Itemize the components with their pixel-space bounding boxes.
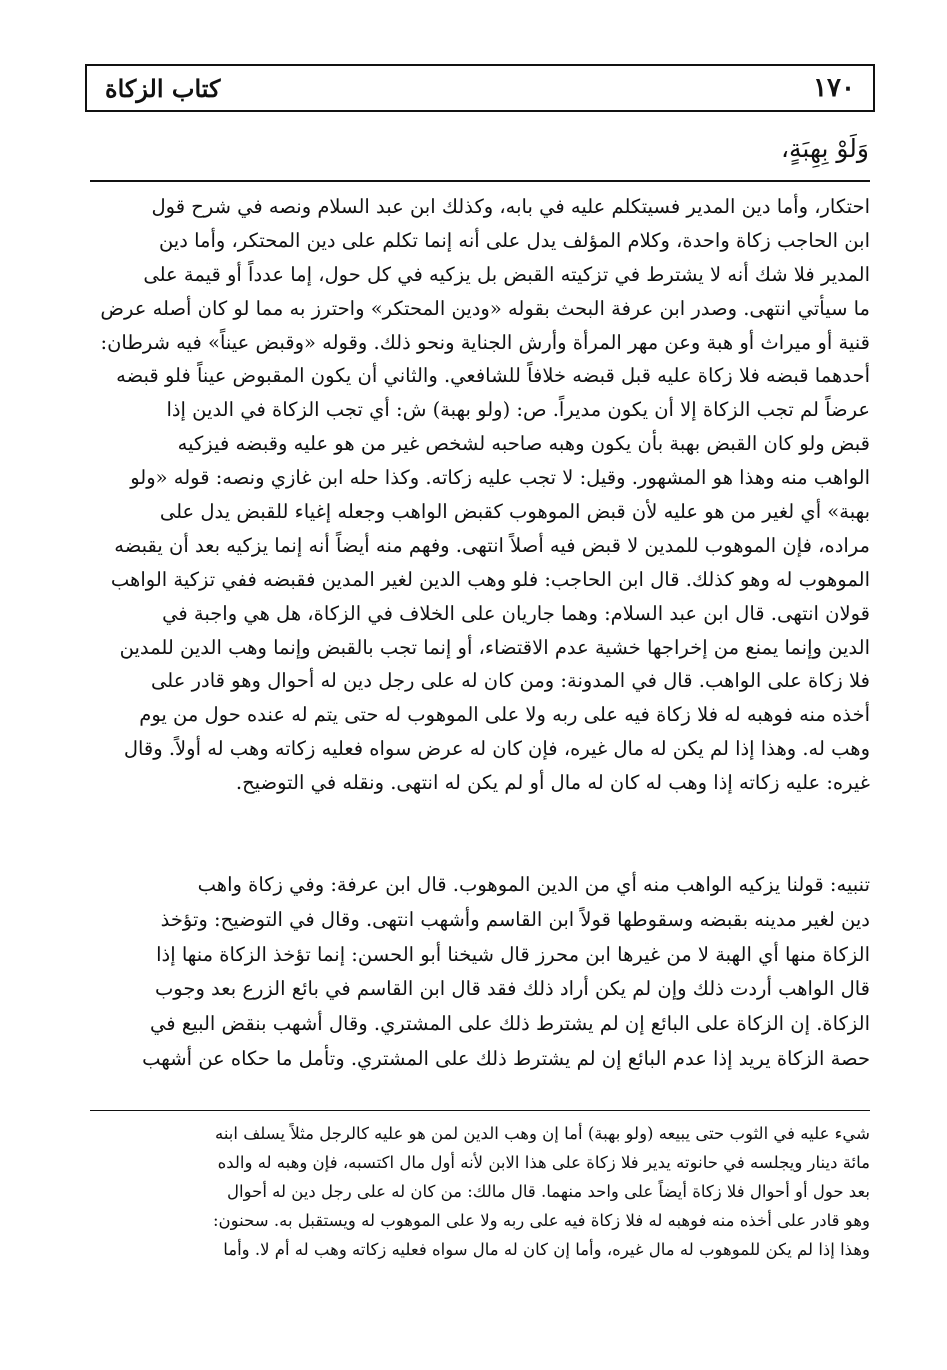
running-header [85,64,875,112]
footnote-block [92,1119,870,1264]
commentary-line: الدين وإنما يمنع من إخراجها خشية عدم الاقتضاء، أو إنما تجب بالقبض وإنما وهب الدين للمدين [119,635,870,659]
commentary-line: ابن الحاجب زكاة واحدة، وكلام المؤلف يدل على أنه إنما تكلم على دين المحتكر، وأما دين [158,228,870,252]
footnote-divider [90,1110,870,1111]
commentary-line: قولان انتهى. قال ابن عبد السلام: وهما جاريان على الخلاف في الزكاة، هل هي واجبة في [162,601,870,625]
tanbih-line: الزكاة منها أي الهبة لا من غيرها ابن محرز قال شيخنا أبو الحسن: إنما تؤخذ الزكاة منها إذا [156,942,870,966]
tanbih-line: الزكاة. إن الزكاة على البائع إن لم يشترط ذلك على المشتري. وقال أشهب بنقض البيع في [150,1012,870,1036]
matn-text: وَلَوْ بِهِبَةٍ، [780,134,869,163]
footnote-line: وهذا إذا لم يكن للموهوب له مال غيره، وأما إن كان له مال سواه فعليه زكاته وهب له أم لا. وأما [223,1240,870,1259]
tanbih-block [92,868,870,1077]
tanbih-line: تنبيه: قولنا يزكيه الواهب منه أي من الدين الموهوب. قال ابن عرفة: وفي زكاة واهب [197,873,870,896]
footnote-line: مائة دينار ويجلسه في حانوته يدير فلا زكاة على هذا الابن لأنه أول مال اكتسبه، فإن وهبه له والده [217,1153,870,1172]
tanbih-line: دين لغير مدينه بقبضه وسقوطها قولاً ابن القاسم وأشهب انتهى. وقال في التوضيح: وتؤخذ [160,907,870,931]
commentary-line: أحدهما قبضه فلا زكاة عليه قبل قبضه خلافاً للشافعي. والثاني أن يكون المقبوض عيناً فلو قبضه [116,364,870,388]
tanbih-line: قال الواهب أردت ذلك وإن لم يكن أراد ذلك فقد قال ابن القاسم في بائع الزرع بعد وجوب [154,977,870,1001]
commentary-line: بهبة» أي لغير من هو عليه لأن قبض الموهوب كقبض الواهب وجعله إغياء للقبض يدل على [159,500,870,524]
commentary-line: فلا زكاة على الواهب. قال في المدونة: ومن كان له على رجل دين له أحوال وهو قادر على [151,669,870,693]
commentary-line: الواهب منه وهذا هو المشهور. وقيل: لا تجب عليه زكاته. وكذا حله ابن غازي ونصه: قوله «ولو [130,466,870,490]
footnote-line: وهو قادر على أخذه منه فوهبه له فلا زكاة فيه على ربه ولا على الموهوب له ويستقبل به. سحنون: [212,1211,870,1230]
commentary-line: الموهوب له وهو كذلك. قال ابن الحاجب: فلو وهب الدين لغير المدين فقبضه ففي تزكية الواهب [110,567,870,591]
top-divider [90,180,870,182]
commentary-line: قنية أو ميراث أو هبة وعن مهر المرأة وأرش الجناية ونحو ذلك. وقوله «وقبض عيناً» فيه شرطان: [100,330,870,354]
commentary-line: ما سيأتي انتهى. وصدر ابن عرفة البحث بقوله «ودين المحتكر» واحترز به مما لو كان أصله عرض [100,296,870,320]
tanbih-line: حصة الزكاة يريد إذا عدم البائع إن لم يشترط ذلك على المشتري. وتأمل ما حكاه عن أشهب [142,1046,870,1070]
commentary-line: غيره: عليه زكاته إذا وهب له كان له مال أو لم يكن له انتهى. ونقله في التوضيح. [235,771,870,795]
footnote-line: شيء عليه في الثوب حتى يبيعه (ولو بهبة) أما إن وهب الدين لمن هو عليه كالرجل مثلاً يسلف ابنه [214,1124,870,1143]
commentary-line: أخذه منه فوهبه له فلا زكاة فيه على ربه ولا على الموهوب له حتى يتم له عنده حول من يوم [139,703,870,727]
commentary-line: وهب له. وهذا إذا لم يكن له مال غيره، فإن كان له عرض سواه فعليه زكاته وهب له أولاً. وقال [123,737,870,761]
commentary-line: قبض ولو كان القبض بهبة بأن يكون وهبه صاحبه لشخص غير من هو عليه وقبضه فيزكيه [177,432,870,456]
commentary-line: مراده، فإن الموهوب للمدين لا قبض فيه أصلاً انتهى. وفهم منه أيضاً أنه إنما يزكيه بعد أن يقبضه [114,533,870,557]
page-number: ١٧٠ [813,73,855,103]
footnote-line: بعد حول أو أحوال فلا زكاة أيضاً على واحد منهما. قال مالك: من كان له على رجل دين له أحوال [227,1182,870,1201]
commentary-line: احتكار، وأما دين المدير فسيتكلم عليه في بابه، وكذلك ابن عبد السلام ونصه في شرح قول [151,195,870,218]
book-title: كتاب الزكاة [105,73,221,103]
commentary-block [92,190,870,800]
commentary-line: عرضاً لم تجب الزكاة إلا أن يكون مديراً. ص: (ولو بهبة) ش: أي تجب الزكاة في الدين إذا [166,398,870,422]
commentary-line: المدير فلا شك أنه لا يشترط في تزكيته القبض بل يزكيه في كل حول، إما عدداً أو قيمة على [143,262,870,286]
